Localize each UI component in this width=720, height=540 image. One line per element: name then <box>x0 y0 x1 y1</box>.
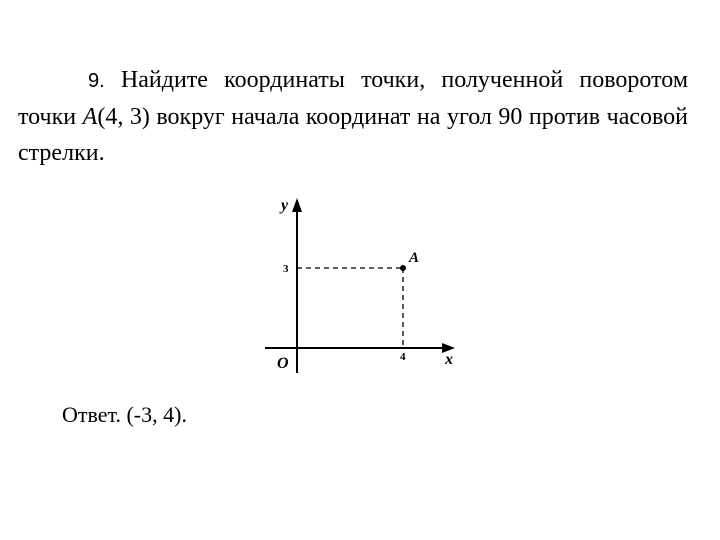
point-a <box>400 265 406 271</box>
problem-text-part1: Найдите координаты точки, полученной поворотом точки <box>18 67 688 130</box>
tick-label-x: 4 <box>400 351 406 363</box>
point-name: A <box>82 104 98 130</box>
x-axis-label: x <box>445 351 453 368</box>
point-label: A <box>409 250 420 266</box>
problem-statement <box>18 62 688 171</box>
problem-text-part2: вокруг начала координат на угол 90 против часовой стрелки. <box>18 104 689 166</box>
point-coords: (4, 3) <box>97 104 150 130</box>
y-axis-label: y <box>281 197 289 214</box>
y-axis-arrow <box>292 198 302 212</box>
problem-number: 9. <box>88 70 105 92</box>
origin-label: O <box>277 355 289 372</box>
tick-label-y: 3 <box>283 263 289 275</box>
answer-text: Ответ. (-3, 4). <box>62 402 187 427</box>
coordinate-figure <box>255 188 480 378</box>
